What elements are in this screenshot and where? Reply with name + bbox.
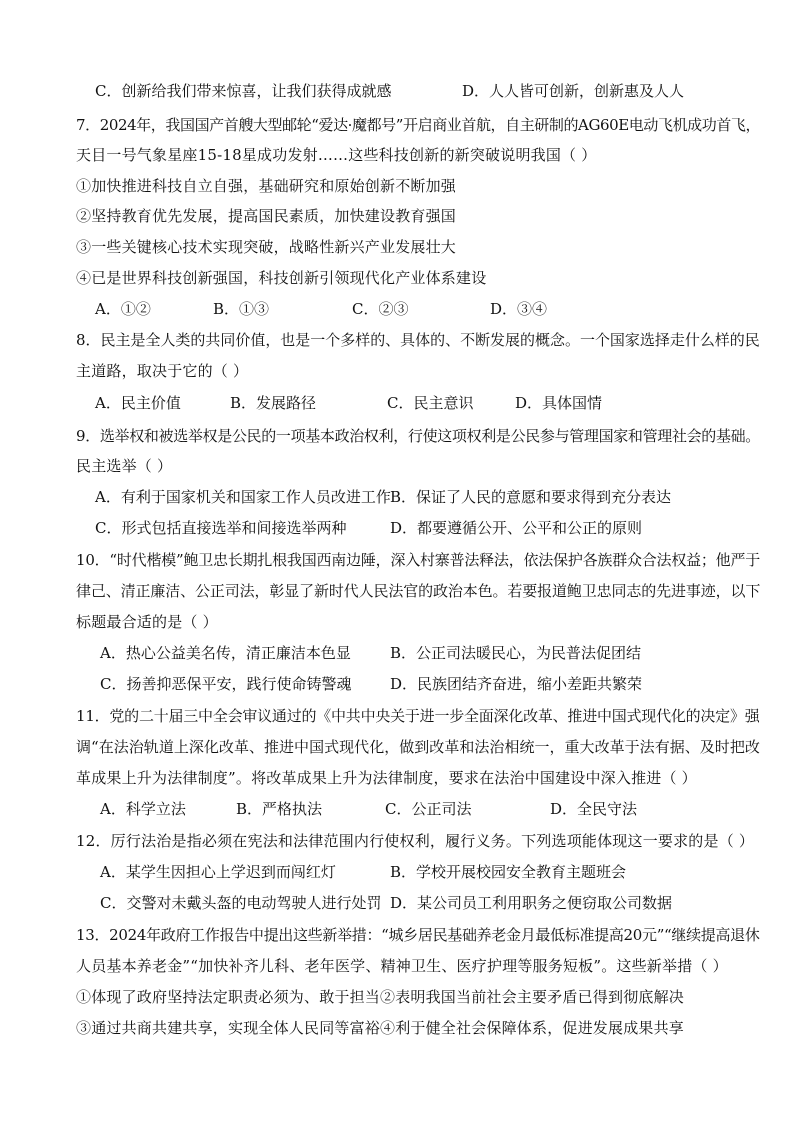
q7-item-2: ②坚持教育优先发展，提高国民素质，加快建设教育强国 [76,207,457,225]
q11-option-b[interactable]: B．严格执法 [236,800,323,818]
q7-stem-line1: 7．2024年，我国国产首艘大型邮轮“爱达·魔都号”开启商业首航，自主研制的AG60E电动飞机成功首飞， [76,116,761,134]
q8-stem-line2: 主道路，取决于它的（ ） [76,362,249,380]
q9-option-d[interactable]: D．都要遵循公开、公平和公正的原则 [390,519,643,537]
q8-option-d[interactable]: D．具体国情 [515,394,603,412]
q11-option-d[interactable]: D．全民守法 [550,800,638,818]
q13-item-3-4: ③通过共商共建共享，实现全体人民同等富裕④利于健全社会保障体系，促进发展成果共享 [76,1019,685,1037]
q8-option-b[interactable]: B．发展路径 [230,394,317,412]
q6-option-c[interactable]: C．创新给我们带来惊喜，让我们获得成就感 [95,82,392,100]
q11-option-c[interactable]: C．公正司法 [385,800,472,818]
q10-stem-line2: 律己、清正廉洁、公正司法，彰显了新时代人民法官的政治本色。若要报道鲍卫忠同志的先进事迹，以下 [76,582,761,600]
q9-option-a[interactable]: A．有利于国家机关和国家工作人员改进工作 [95,488,391,506]
q6-option-d[interactable]: D．人人皆可创新，创新惠及人人 [462,82,685,100]
q10-stem-line3: 标题最合适的是（ ） [76,613,218,631]
q12-stem-line1: 12．厉行法治是指必须在宪法和法律范围内行使权利，履行义务。下列选项能体现这一要求的是（ ） [76,832,755,850]
q11-stem-line1: 11．党的二十届三中全会审议通过的《中共中央关于进一步全面深化改革、推进中国式现代化的决定》强 [76,707,760,725]
q13-stem-line2: 人员基本养老金”“加快补齐儿科、老年医学、精神卫生、医疗护理等服务短板”。这些新举措（ ） [76,957,728,975]
q12-option-c[interactable]: C．交警对未戴头盔的电动驾驶人进行处罚 [100,894,382,912]
q12-option-a[interactable]: A．某学生因担心上学迟到而闯红灯 [100,863,336,881]
q10-option-a[interactable]: A．热心公益美名传，清正廉洁本色显 [100,644,351,662]
q11-option-a[interactable]: A．科学立法 [100,800,186,818]
q11-stem-line2: 调“在法治轨道上深化改革、推进中国式现代化，做到改革和法治相统一，重大改革于法有据、及时把改 [76,738,760,756]
q10-stem-line1: 10．“时代楷模”鲍卫忠长期扎根我国西南边陲，深入村寨普法释法，依法保护各族群众合法权益；他严于 [76,551,761,569]
q7-option-c[interactable]: C．②③ [352,300,409,318]
q9-stem-line1: 9．选举权和被选举权是公民的一项基本政治权利，行使这项权利是公民参与管理国家和管理社会的基础。 [76,427,760,445]
q10-option-d[interactable]: D．民族团结齐奋进，缩小差距共繁荣 [390,675,643,693]
q8-option-a[interactable]: A．民主价值 [95,394,181,412]
q7-stem-line2: 天目一号气象星座15-18星成功发射……这些科技创新的新突破说明我国（ ） [76,146,597,164]
q12-option-d[interactable]: D．某公司员工利用职务之便窃取公司数据 [390,894,673,912]
q10-option-c[interactable]: C．扬善抑恶保平安，践行使命铸警魂 [100,675,352,693]
q8-option-c[interactable]: C．民主意识 [387,394,474,412]
q7-option-b[interactable]: B．①③ [213,300,270,318]
q9-stem-line2: 民主选举（ ） [76,457,173,475]
q7-item-3: ③一些关键核心技术实现突破，战略性新兴产业发展壮大 [76,238,457,256]
q13-stem-line1: 13．2024年政府工作报告中提出这些新举措：“城乡居民基础养老金月最低标准提高20元”“继续提高退休 [76,926,760,944]
q7-item-1: ①加快推进科技自立自强，基础研究和原始创新不断加强 [76,177,457,195]
q10-option-b[interactable]: B．公正司法暖民心，为民普法促团结 [390,644,642,662]
q11-stem-line3: 革成果上升为法律制度”。将改革成果上升为法律制度，要求在法治中国建设中深入推进（ ） [76,769,697,787]
q8-stem-line1: 8．民主是全人类的共同价值，也是一个多样的、具体的、不断发展的概念。一个国家选择走什么样的民 [76,331,760,349]
q9-option-b[interactable]: B．保证了人民的意愿和要求得到充分表达 [390,488,672,506]
q13-item-1-2: ①体现了政府坚持法定职责必须为、敢于担当②表明我国当前社会主要矛盾已得到彻底解决 [76,988,685,1006]
q12-option-b[interactable]: B．学校开展校园安全教育主题班会 [390,863,627,881]
q9-option-c[interactable]: C．形式包括直接选举和间接选举两种 [95,519,347,537]
q7-option-d[interactable]: D．③④ [490,300,548,318]
q7-option-a[interactable]: A．①② [95,300,151,318]
q7-item-4: ④已是世界科技创新强国，科技创新引领现代化产业体系建设 [76,269,487,287]
